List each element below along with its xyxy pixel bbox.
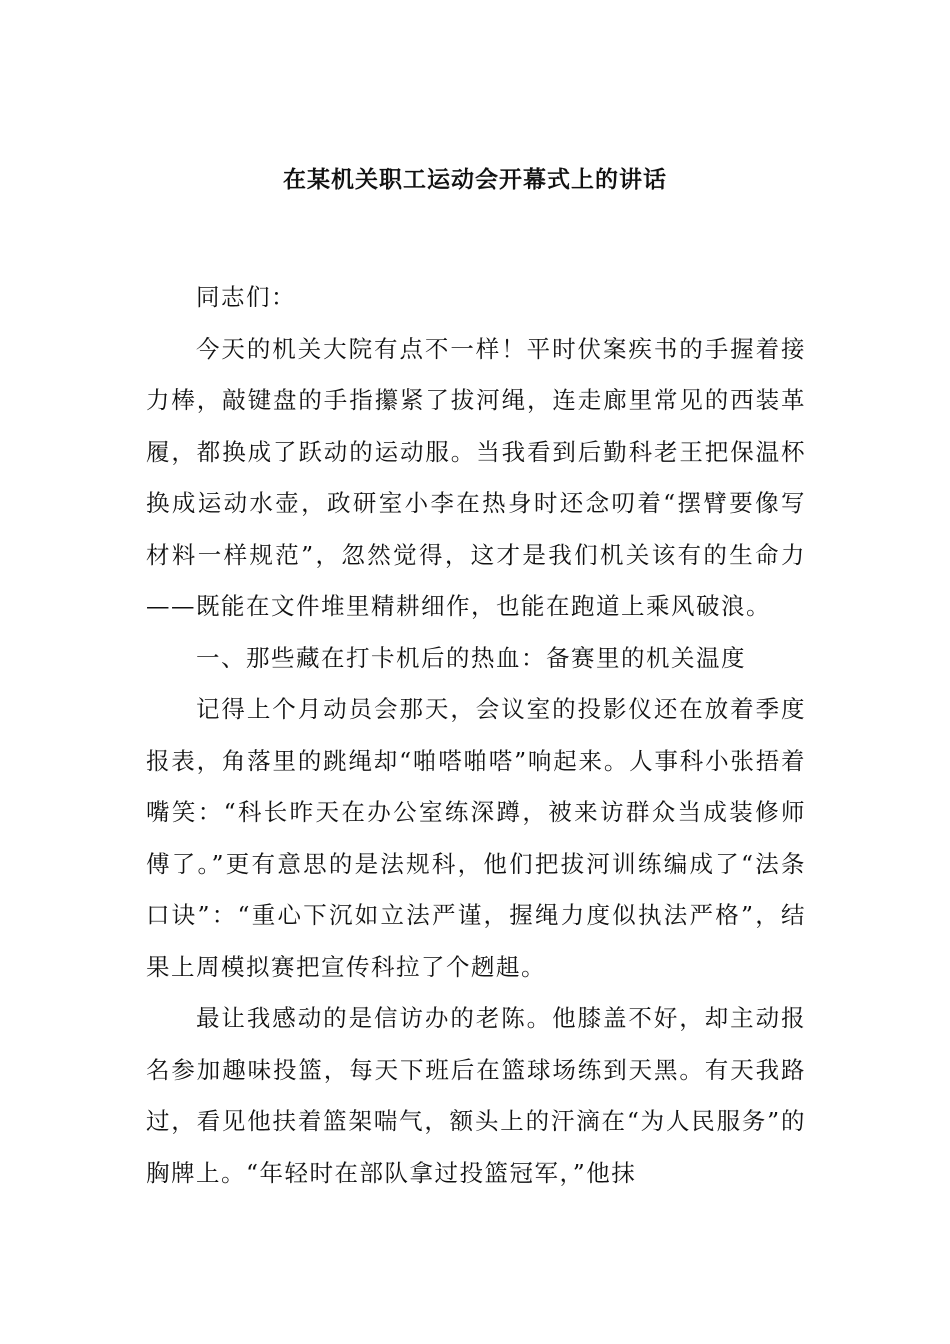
body-paragraph: 最让我感动的是信访办的老陈。他膝盖不好，却主动报名参加趣味投篮，每天下班后在篮球场练到天黑。有天我路过，看见他扶着篮架喘气，额头上的汗滴在“为人民服务”的胸牌上。“年轻时在部队拿过投篮冠军，”他抹 <box>146 1004 806 1187</box>
salutation-paragraph: 同志们： <box>196 283 296 311</box>
document-title: 在某机关职工运动会开幕式上的讲话 <box>283 167 667 193</box>
section-heading: 一、那些藏在打卡机后的热血：备赛里的机关温度 <box>196 643 746 672</box>
body-paragraph: 今天的机关大院有点不一样！平时伏案疾书的手握着接力棒，敲键盘的手指攥紧了拔河绳，连走廊里常见的西装革履，都换成了跃动的运动服。当我看到后勤科老王把保温杯换成运动水壶，政研室小李在热身时还念叨着“摆臂要像写材料一样规范”，忽然觉得，这才是我们机关该有的生命力——既能在文件堆里精耕细作，也能在跑道上乘风破浪。 <box>146 334 806 620</box>
body-paragraph: 记得上个月动员会那天，会议室的投影仪还在放着季度报表，角落里的跳绳却“啪嗒啪嗒”响起来。人事科小张捂着嘴笑：“科长昨天在办公室练深蹲，被来访群众当成装修师傅了。”更有意思的是法规科，他们把拔河训练编成了“法条口诀”：“重心下沉如立法严谨，握绳力度似执法严格”，结果上周模拟赛把宣传科拉了个趔趄。 <box>146 695 806 981</box>
document-body <box>146 272 806 1199</box>
